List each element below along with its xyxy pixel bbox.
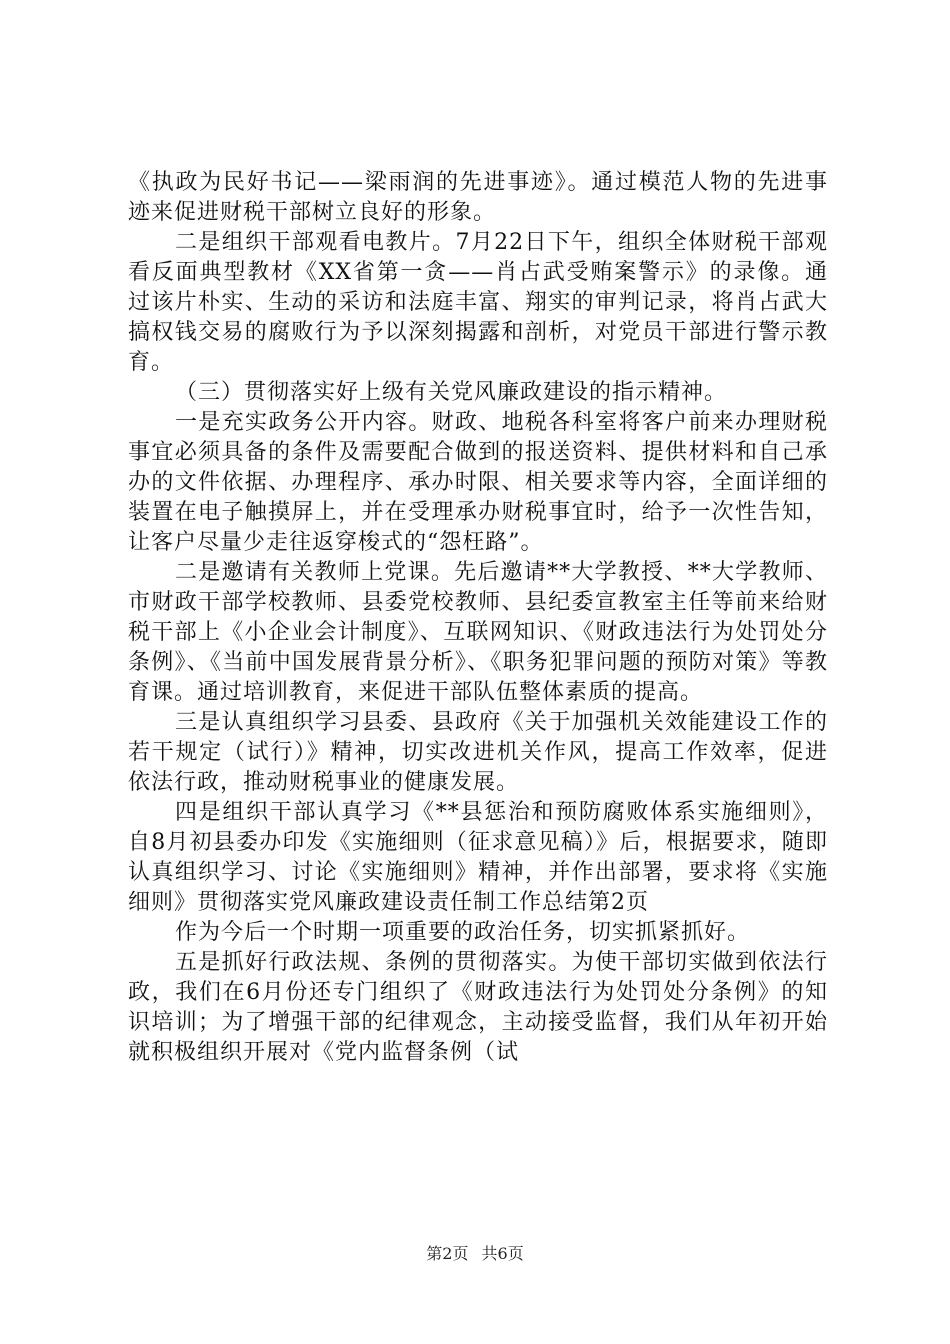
paragraph-1: 《执政为民好书记——梁雨润的先进事迹》。通过模范人物的先进事迹来促进财税干部树立良好的形象。 xyxy=(128,170,828,225)
paragraph-7: 四是组织干部认真学习《**县惩治和预防腐败体系实施细则》，自8月初县委办印发《实施细则（征求意见稿）》后，根据要求，随即认真组织学习、讨论《实施细则》精神，并作出部署，要求将《实施细则》贯彻落实党风廉政建设责任制工作总结第2页 xyxy=(128,800,828,915)
paragraph-8: 作为今后一个时期一项重要的政治任务，切实抓紧抓好。 xyxy=(175,920,751,945)
page-number: 第2页 xyxy=(426,1244,469,1263)
paragraph-9: 五是抓好行政法规、条例的贯彻落实。为使干部切实做到依法行政，我们在6月份还专门组织了《财政违法行为处罚处分条例》的知识培训；为了增强干部的纪律观念，主动接受监督，我们从年初开始就积极组织开展对《党内监督条例（试 xyxy=(128,950,828,1065)
page-total: 共6页 xyxy=(481,1244,524,1263)
paragraph-2: 二是组织干部观看电教片。7月22日下午，组织全体财税干部观看反面典型教材《XX省第一贪——肖占武受贿案警示》的录像。通过该片朴实、生动的采访和法庭丰富、翔实的审判记录，将肖占武大搞权钱交易的腐败行为予以深刻揭露和剖析，对党员干部进行警示教育。 xyxy=(128,230,828,375)
paragraph-4: 一是充实政务公开内容。财政、地税各科室将客户前来办理财税事宜必须具备的条件及需要配合做到的报送资料、提供材料和自己承办的文件依据、办理程序、承办时限、相关要求等内容，全面详细的装置在电子触摸屏上，并在受理承办财税事宜时，给予一次性告知，让客户尽量少走往返穿梭式的“怨枉路”。 xyxy=(128,410,828,555)
page-footer xyxy=(0,1244,950,1264)
paragraph-5: 二是邀请有关教师上党课。先后邀请**大学教授、**大学教师、市财政干部学校教师、县委党校教师、县纪委宣教室主任等前来给财税干部上《小企业会计制度》、互联网知识、《财政违法行为处罚处分条例》、《当前中国发展背景分析》、《职务犯罪问题的预防对策》等教育课。通过培训教育，来促进干部队伍整体素质的提高。 xyxy=(128,560,828,705)
paragraph-3: （三）贯彻落实好上级有关党风廉政建设的指示精神。 xyxy=(175,380,728,405)
document-body xyxy=(128,168,828,1068)
paragraph-6: 三是认真组织学习县委、县政府《关于加强机关效能建设工作的若干规定（试行）》精神，切实改进机关作风，提高工作效率，促进依法行政，推动财税事业的健康发展。 xyxy=(128,710,828,795)
